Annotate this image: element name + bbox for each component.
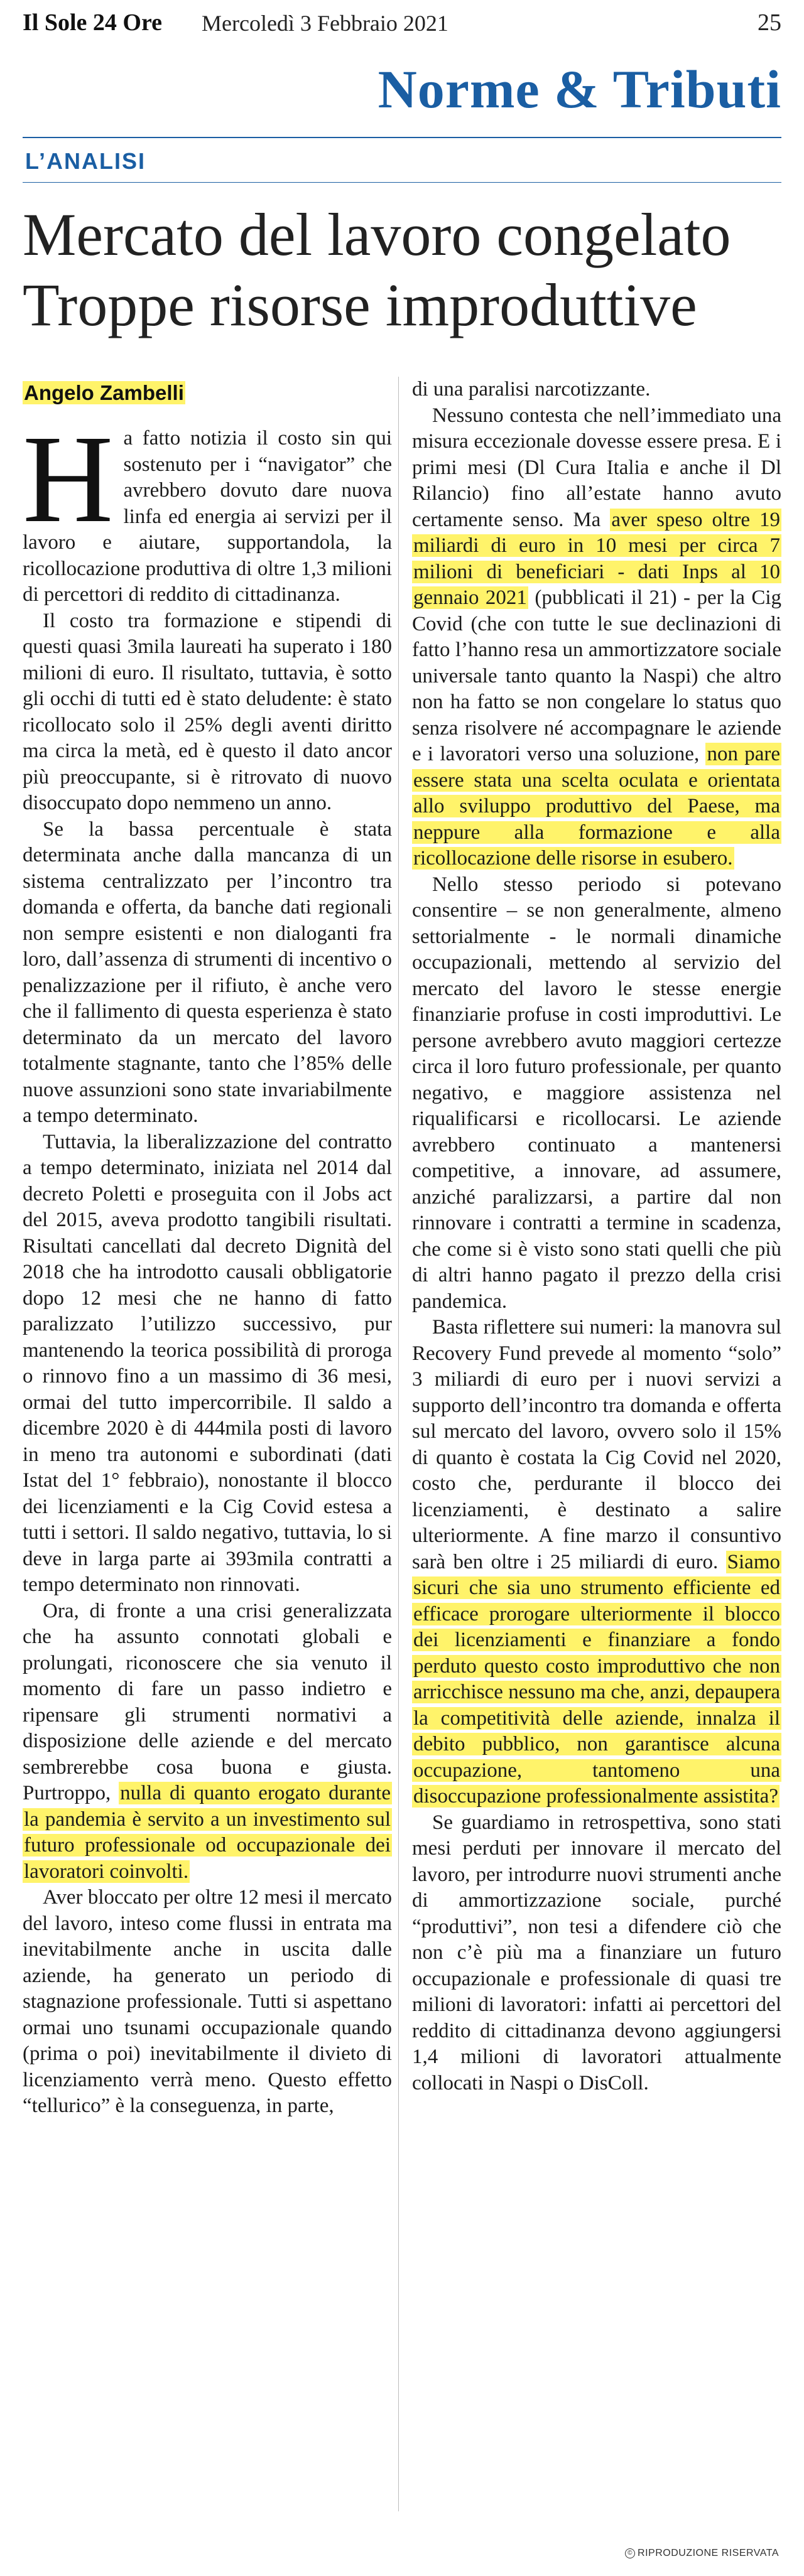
- highlighted-text: nulla di quanto erogato durante la pandemia è servito a un investimento sul futuro professionale od occupazionale dei lavoratori coinvolti.: [24, 1782, 391, 1883]
- paragraph: Se la bassa percentuale è stata determinata anche dalla mancanza di un sistema centralizzato per l’incontro tra domanda e offerta, da banche dati regionali non sempre esistenti e non dialoganti fra loro, dall’assenza di strumenti di incentivo o penalizzazione per il rifiuto, è anche vero che il fallimento di questa esperienza è stato determinato da un mercato del lavoro totalmente stagnante, tanto che l’85% delle nuove assunzioni sono state invariabilmente a tempo determinato.: [23, 817, 392, 1127]
- paragraph: Ha fatto notizia il costo sin qui sostenuto per i “navigator” che avrebbero dovuto dare nuova linfa ed energia ai servizi per il lavoro e aiutare, supportandola, la ricollocazione produttiva di oltre 1,3 milioni di percettori di reddito di cittadinanza.: [23, 410, 392, 606]
- article-kicker: L’ANALISI: [25, 148, 146, 174]
- highlighted-text: aver speso oltre 19 miliardi di euro in 10 mesi per circa 7 milioni di beneficiari - dati Inps al 10 gennaio 2021: [413, 508, 780, 609]
- paragraph: Nello stesso periodo si potevano consentire – se non generalmente, almeno settorialmente - le normali dinamiche occupazionali, mettendo al servizio del mercato del lavoro le stesse energie finanziarie profuse in costi improduttivi. Le persone avrebbero avuto maggiori certezze circa il loro futuro professionale, per quanto negativo, e maggiore assistenza nel riqualificarsi e ricollocarsi. Le aziende avrebbero continuato a mantenersi competitive, a innovare, ad assumere, anziché paralizzarsi, a partire dal non rinnovare i contratti a termine in scadenza, che come si è visto sono stati quelli che più di altri hanno pagato il prezzo della crisi pandemica.: [412, 873, 781, 1313]
- article-column-right: [412, 377, 781, 2096]
- paragraph: Tuttavia, la liberalizzazione del contratto a tempo determinato, iniziata nel 2014 dal decreto Poletti e proseguita con il Jobs act del 2015, aveva prodotto tangibili risultati. Risultati cancellati dal decreto Dignità del 2018 che ha introdotto causali obbligatorie dopo 12 mesi che ne hanno di fatto paralizzato l’utilizzo successivo, pur mantenendo la teorica possibilità di proroga o rinnovo fino a un massimo di 36 mesi, ormai del tutto impercorribile. Il saldo a dicembre 2020 è di 444mila posti di lavoro in meno tra autonomi e subordinati (dati Istat del 1° febbraio), nonostante il blocco dei licenziamenti e la Cig Covid estesa a tutti i settori. Il saldo negativo, tuttavia, lo si deve in larga parte ai 393mila contratti a tempo determinato non rinnovati.: [23, 1130, 392, 1596]
- section-title: Norme & Tributi: [378, 59, 781, 119]
- author-name: Angelo Zambelli: [24, 381, 184, 404]
- newspaper-name: Il Sole 24 Ore: [23, 9, 163, 36]
- section-divider: [23, 137, 781, 138]
- kicker-divider: [23, 182, 781, 183]
- article-column-left: [23, 377, 392, 2120]
- paragraph: Basta riflettere sui numeri: la manovra sul Recovery Fund prevede al momento “solo” 3 miliardi di euro per i nuovi servizi a supporto dell’incontro tra domanda e offerta sul mercato del lavoro, ovvero solo il 15% di quanto è costata la Cig Covid nel 2020, costo che, perdurante il blocco dei licenziamenti, è destinato a salire ulteriormente. A fine marzo il consuntivo sarà ben oltre i 25 miliardi di euro. Siamo sicuri che sia uno strumento efficiente ed efficace prorogare ulteriormente il blocco dei licenziamenti e finanziare a fondo perduto questo costo improduttivo che non arricchisce nessuno ma che, anzi, depaupera la competitività delle aziende, innalza il debito pubblico, non garantisce alcuna occupazione, tantomeno una disoccupazione professionalmente assistita?: [412, 1316, 781, 1808]
- paragraph: di una paralisi narcotizzante.: [412, 378, 651, 401]
- article-headline: [23, 200, 781, 340]
- column-divider: [398, 377, 399, 2511]
- highlighted-text: Siamo sicuri che sia uno strumento efficiente ed efficace prorogare ulteriormente il blocco dei licenziamenti e finanziare a fondo perduto questo costo improduttivo che non arricchisce nessuno ma che, anzi, depaupera la competitività delle aziende, innalza il debito pubblico, non garantisce alcuna occupazione, tantomeno una disoccupazione professionalmente assistita?: [413, 1550, 780, 1808]
- copyright-icon: ©: [625, 2548, 635, 2558]
- copyright-notice: © RIPRODUZIONE RISERVATA: [625, 2548, 779, 2559]
- highlighted-text: non pare essere stata una scelta oculata e orientata allo sviluppo produttivo del Paese, ma neppure alla formazione e alla ricollocazione delle risorse in esubero.: [413, 743, 780, 870]
- paragraph: Aver bloccato per oltre 12 mesi il mercato del lavoro, inteso come flussi in entrata ma inevitabilmente anche in uscita dalle aziende, ha generato un periodo di stagnazione professionale. Tutti si aspettano ormai uno tsunami occupazionale quando (prima o poi) inevitabilmente il divieto di licenziamento verrà meno. Questo effetto “tellurico” è la conseguenza, in parte,: [23, 1886, 392, 2117]
- page-number: 25: [758, 9, 781, 36]
- issue-date: Mercoledì 3 Febbraio 2021: [202, 11, 448, 36]
- masthead: [23, 9, 781, 44]
- paragraph: Nessuno contesta che nell’immediato una misura eccezionale dovesse essere presa. E i primi mesi (Dl Cura Italia e anche il Dl Rilancio) fino all’estate hanno avuto certamente senso. Ma aver speso oltre 19 miliardi di euro in 10 mesi per circa 7 milioni di beneficiari - dati Inps al 10 gennaio 2021 (pubblicati il 21) - per la Cig Covid (che con tutte le sue declinazioni di fatto l’hanno resa un ammortizzatore sociale universale tanto quanto la Naspi) che altro non ha fatto se non congelare lo status quo senza risolvere né accompagnare le aziende e i lavoratori verso una soluzione, non pare essere stata una scelta oculata e orientata allo sviluppo produttivo del Paese, ma neppure alla formazione e alla ricollocazione delle risorse in esubero.: [412, 404, 781, 870]
- paragraph: Ora, di fronte a una crisi generalizzata che ha assunto connotati globali e prolungati, riconoscere che sia venuto il momento di fare un passo indietro e ripensare gli strumenti normativi a disposizione delle aziende e del mercato sembrerebbe cosa buona e giusta. Purtroppo, nulla di quanto erogato durante la pandemia è servito a un investimento sul futuro professionale od occupazionale dei lavoratori coinvolti.: [23, 1599, 392, 1883]
- headline-line-2: Troppe risorse improduttive: [23, 271, 697, 338]
- paragraph: Se guardiamo in retrospettiva, sono stati mesi perduti per innovare il mercato del lavoro, per introdurre nuovi strumenti anche di ammortizzazione sociale, purché “produttivi”, non tesi a difendere ciò che non c’è più ma a finanziare un futuro occupazionale e professionale di quasi tre milioni di lavoratori: infatti ai percettori del reddito di cittadinanza devono aggiungersi 1,4 milioni di lavoratori attualmente collocati in Naspi o DisColl.: [412, 1811, 781, 2094]
- headline-line-1: Mercato del lavoro congelato: [23, 201, 731, 268]
- drop-cap: H: [23, 410, 114, 549]
- paragraph: Il costo tra formazione e stipendi di questi quasi 3mila laureati ha superato i 180 milioni di euro. Il risultato, tuttavia, è sotto gli occhi di tutti ed è stato deludente: è stato ricollocato solo il 25% degli aventi diritto ma circa la metà, ed è questo il dato ancor più preoccupante, si è ritrovato di nuovo disoccupato dopo nemmeno un anno.: [23, 609, 392, 814]
- author-byline: [23, 379, 392, 407]
